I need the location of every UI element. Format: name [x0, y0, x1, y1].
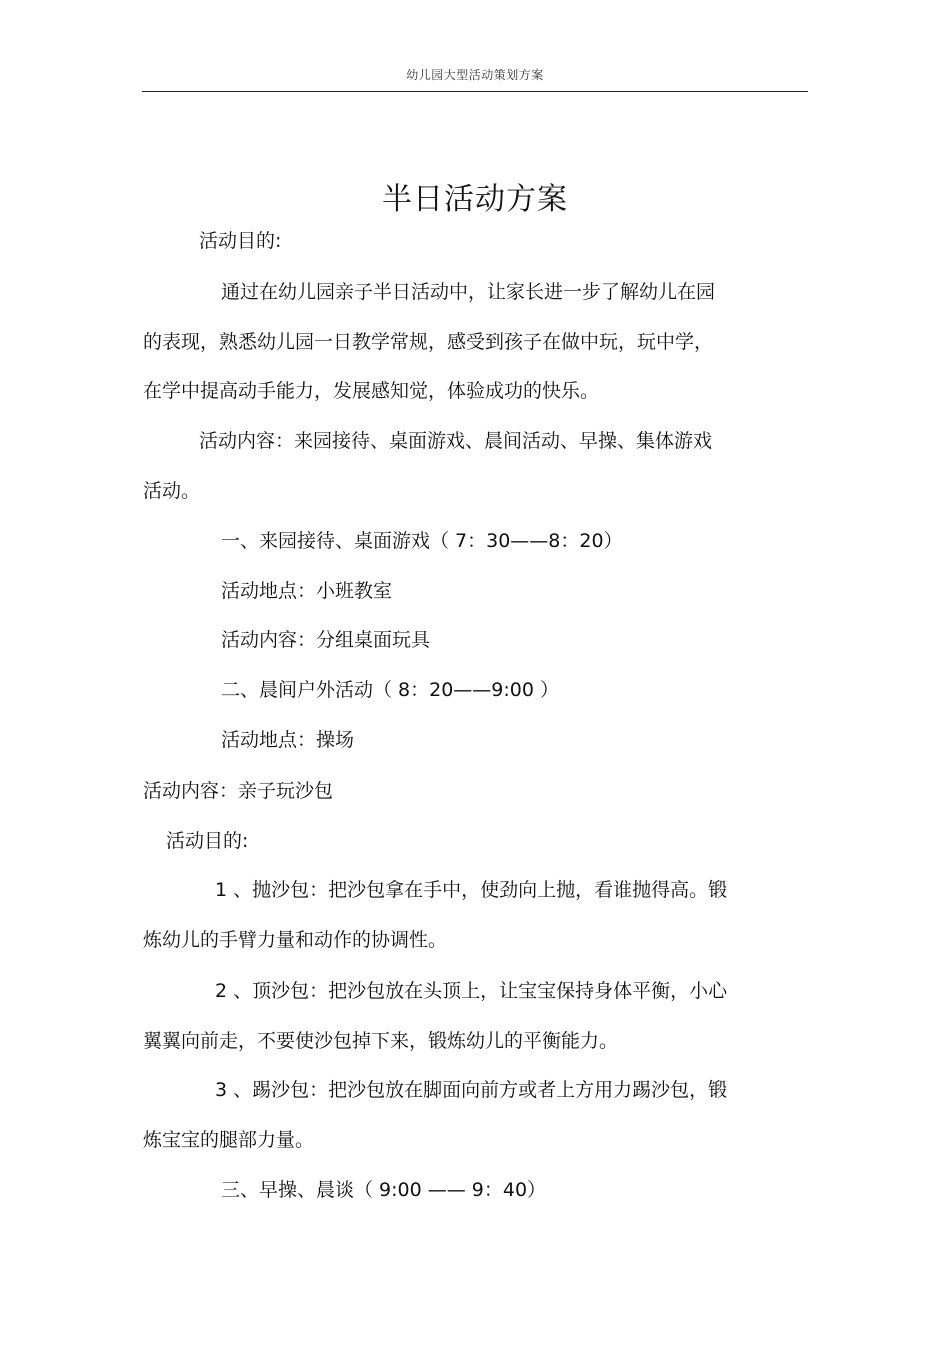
paragraph-line: 活动地点：操场 — [221, 729, 355, 751]
paragraph-line: 活动地点：小班教室 — [221, 580, 393, 602]
running-title: 幼儿园大型活动策划方案 — [406, 68, 544, 82]
list-item: 1 、抛沙包：把沙包拿在手中，使劲向上抛，看谁抛得高。锻 — [215, 879, 728, 901]
paragraph-line: 炼宝宝的腿部力量。 — [143, 1129, 315, 1151]
paragraph-line: 活动内容：分组桌面玩具 — [221, 629, 431, 651]
section-heading: 一、来园接待、桌面游戏（ 7：30——8：20） — [221, 530, 623, 552]
paragraph-line: 在学中提高动手能力，发展感知觉，体验成功的快乐。 — [143, 380, 600, 402]
section-heading: 二、晨间户外活动（ 8：20——9:00 ） — [221, 679, 560, 701]
paragraph-line: 炼幼儿的手臂力量和动作的协调性。 — [143, 929, 448, 951]
list-item: 3 、踢沙包：把沙包放在脚面向前方或者上方用力踢沙包，锻 — [215, 1079, 728, 1101]
header-divider — [142, 91, 808, 92]
paragraph-line: 活动。 — [143, 480, 201, 502]
paragraph-line: 的表现，熟悉幼儿园一日教学常规，感受到孩子在做中玩，玩中学， — [143, 331, 714, 353]
paragraph-line: 活动目的: — [199, 230, 282, 252]
paragraph-line: 活动内容：来园接待、桌面游戏、晨间活动、早操、集体游戏 — [199, 430, 713, 452]
section-heading: 三、早操、晨谈（ 9:00 —— 9：40） — [221, 1179, 547, 1201]
paragraph-line: 翼翼向前走，不要使沙包掉下来，锻炼幼儿的平衡能力。 — [143, 1030, 619, 1052]
paragraph-line: 活动目的: — [166, 830, 249, 852]
paragraph-line: 通过在幼儿园亲子半日活动中，让家长进一步了解幼儿在园 — [221, 281, 716, 303]
document-title: 半日活动方案 — [382, 182, 568, 217]
list-item: 2 、顶沙包：把沙包放在头顶上，让宝宝保持身体平衡，小心 — [215, 980, 728, 1002]
paragraph-line: 活动内容：亲子玩沙包 — [143, 780, 334, 802]
